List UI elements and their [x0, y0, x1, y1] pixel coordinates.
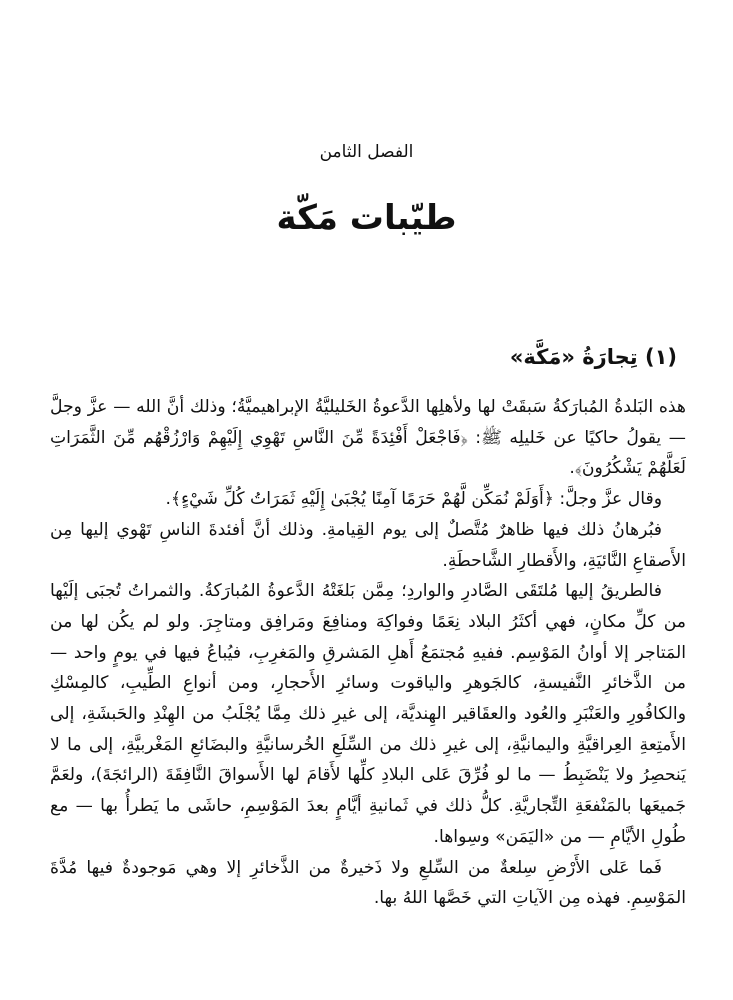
- paragraph-1: هذه البَلدةُ المُبارَكةُ سَبقَتْ لها ولأهلِها الدَّعوةُ الخَليليَّةُ الإبراهيميَّةُ؛ وذلك أنَّ الله — عزَّ وجلَّ — يقولُ حاكيًا عن خَليلِه ﷺ: ﴿فَاجْعَلْ أَفْئِدَةً مِّنَ النَّاسِ تَهْوِي إِلَيْهِمْ وَارْزُقْهُم مِّنَ الثَّمَرَاتِ لَعَلَّهُمْ يَشْكُرُونَ﴾.: [50, 397, 686, 479]
- chapter-label: الفصل الثامن: [319, 142, 414, 162]
- paragraph-4: فالطريقُ إليها مُلتَقَى الصَّادرِ والواردِ؛ مِمَّن بَلغَتْهُ الدَّعوةُ المُبارَكةُ. والثمراتُ تُجبَى إلَيْها من كلِّ مكانٍ، فهي أكثَرُ البلاد نِعَمًا وفواكِهَ ومنافِعَ ومَرافِق ومتاجِرَ. ولو لم يكُن لها من المَتاجر إلا أوانُ المَوْسِم. ففيهِ مُجتمَعُ أَهلِ المَشرقِ والمَغرِبِ، فيُباعُ فيها في يومٍ واحد — من الذَّخائرِ النَّفيسةِ، كالجَوهرِ والياقوت وسائرِ الأَحجارِ، ومن أنواعِ الطِّيبِ، كالمِسْكِ والكافُورِ والعَنْبَرِ والعُود والعقَاقير الهِنديَّة، إلى غيرِ ذلك مِمَّا يُجْلَبُ من الهِنْدِ والحَبشَةِ، إلى الأَمتِعةِ العِراقيَّةِ واليمانيَّةِ، إلى غيرِ ذلك من السِّلَعِ الخُرسانيَّةِ والبضَائعِ المَغْربيَّةِ، إلى ما لا يَنحصِرُ ولا يَنْضَبِطُ — ما لو فُرِّقَ عَلى البلادِ كلِّها لأَقامَ لها الأَسواقَ النَّافِقَةَ (الرائجَةَ)، ولعَمَّ جَميعَها بالمَنْفعَةِ التِّجاريَّةِ. كلُّ ذلك في ثَمانيةِ أيَّامٍ بعدَ المَوْسِمِ، حاشَى ما يَطرأُ بها — مع طُولِ الأيَّامِ — من «اليَمَن» وسِواها.: [50, 581, 686, 847]
- paragraph-2: وقال عزَّ وجلَّ: ﴿أَوَلَمْ نُمَكِّن لَّهُمْ حَرَمًا آمِنًا يُجْبَىٰ إِلَيْهِ ثَمَرَاتُ كُلِّ شَيْءٍ﴾.: [165, 489, 662, 510]
- paragraph-3: فبُرهانُ ذلك فيها ظاهرٌ مُتَّصلٌ إلى يوم القِيامةِ. وذلك أنَّ أفئدةَ الناسِ تَهْوي إليها مِن الأَصقاعِ النَّائيَةِ، والأَقطارِ الشَّاحطَةِ.: [50, 519, 686, 571]
- section-heading: (١) تِجارَةُ «مَكَّة»: [509, 345, 677, 369]
- paragraph-5: فَما عَلى الأَرْضِ سِلعةٌ من السِّلعِ ولا ذَخيرةٌ من الذَّخائرِ إلا وهي مَوجودةٌ فيها مُدَّةَ المَوْسِمِ. فهذه مِن الآياتِ التي خَصَّها اللهُ بها.: [50, 857, 686, 909]
- body-text: [50, 392, 686, 914]
- chapter-title: طيّبات مَكّة: [276, 198, 457, 238]
